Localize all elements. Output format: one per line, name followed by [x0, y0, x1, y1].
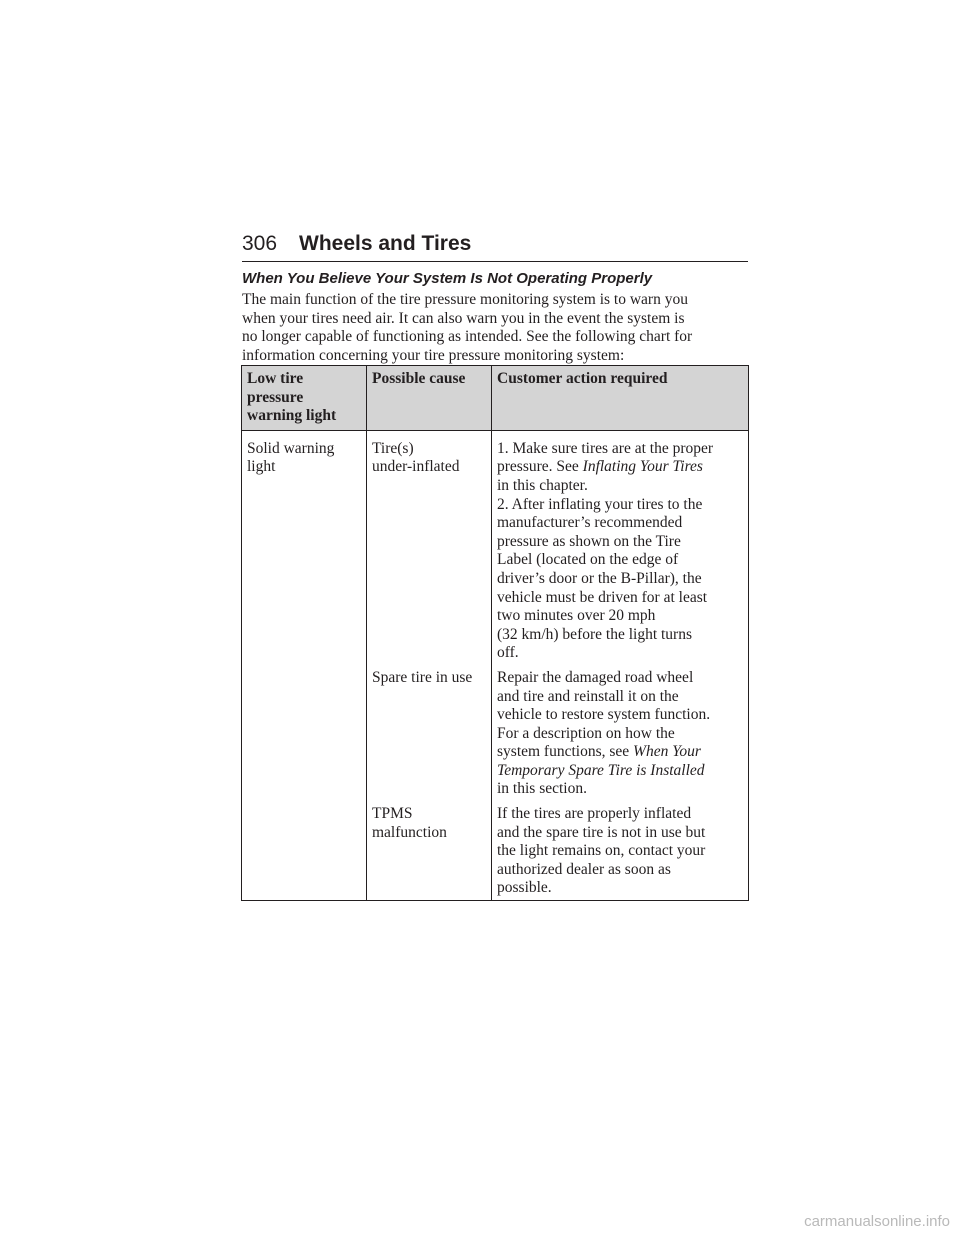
cell-line — [497, 496, 743, 515]
page-header — [242, 231, 748, 262]
cell-text: the light remains on, contact your — [497, 842, 706, 860]
cell-warning-light — [242, 430, 367, 665]
cell-line — [497, 780, 743, 799]
cell-line — [497, 725, 743, 744]
cross-reference-link[interactable]: Inflating Your Tires — [582, 458, 703, 476]
intro-line: information concerning your tire pressure monitoring system: — [242, 346, 625, 364]
cell-text: possible. — [497, 879, 552, 897]
header-customer-action — [492, 366, 749, 431]
cell-text: Repair the damaged road wheel — [497, 668, 694, 686]
cell-line — [497, 706, 743, 725]
section-title: Wheels and Tires — [299, 232, 472, 255]
cell-line: malfunction — [372, 823, 447, 841]
page-number: 306 — [242, 232, 278, 255]
cell-text: off. — [497, 644, 519, 662]
tpms-troubleshooting-table — [241, 365, 749, 901]
cell-text: driver’s door or the B-Pillar), the — [497, 569, 702, 587]
cell-line — [497, 824, 743, 843]
cell-customer-action — [492, 665, 749, 801]
cell-line — [497, 762, 743, 781]
cell-warning-light — [242, 665, 367, 801]
cell-line — [497, 570, 743, 589]
intro-line: when your tires need air. It can also warn you in the event the system is — [242, 309, 685, 327]
cell-possible-cause — [367, 801, 492, 900]
cell-line — [497, 644, 743, 663]
cell-text: vehicle to restore system function. — [497, 706, 711, 724]
cell-line — [497, 589, 743, 608]
cell-text: in this section. — [497, 780, 587, 798]
cell-line: under-inflated — [372, 458, 460, 476]
cell-line — [497, 805, 743, 824]
cell-text: manufacturer’s recommended — [497, 514, 683, 532]
cell-text: pressure. See — [497, 458, 583, 476]
cell-possible-cause — [367, 430, 492, 665]
cell-line — [497, 743, 743, 762]
header-low-tire-warning-light — [242, 366, 367, 431]
cross-reference-link[interactable]: Temporary Spare Tire is Installed — [497, 761, 705, 779]
cell-line: light — [247, 458, 276, 476]
cell-text: and tire and reinstall it on the — [497, 687, 679, 705]
cell-text: pressure as shown on the Tire — [497, 532, 681, 550]
table-header-row — [242, 366, 749, 431]
cell-line: Tire(s) — [372, 439, 414, 457]
cell-line — [497, 477, 743, 496]
cell-line — [497, 861, 743, 880]
intro-line: no longer capable of functioning as intended. See the following chart for — [242, 328, 693, 346]
cell-text: authorized dealer as soon as — [497, 860, 671, 878]
cell-text: and the spare tire is not in use but — [497, 823, 706, 841]
cell-customer-action — [492, 801, 749, 900]
table-row — [242, 430, 749, 665]
header-line: Low tire — [247, 370, 304, 387]
header-possible-cause — [367, 366, 492, 431]
header-line: pressure — [247, 388, 304, 406]
cell-line — [497, 688, 743, 707]
table-row — [242, 665, 749, 801]
cell-text: in this chapter. — [497, 476, 588, 494]
cell-possible-cause — [367, 665, 492, 801]
watermark: carmanualsonline.info — [804, 1213, 950, 1230]
cell-text: 2. After inflating your tires to the — [497, 495, 703, 513]
cell-line — [497, 607, 743, 626]
cell-customer-action — [492, 430, 749, 665]
intro-line: The main function of the tire pressure monitoring system is to warn you — [242, 291, 688, 308]
header-line: warning light — [247, 407, 337, 425]
table-row — [242, 801, 749, 900]
cross-reference-link[interactable]: When Your — [633, 743, 701, 761]
cell-text: For a description on how the — [497, 724, 675, 742]
cell-line — [497, 514, 743, 533]
intro-paragraph — [242, 291, 750, 365]
cell-warning-light — [242, 801, 367, 900]
cell-line — [497, 533, 743, 552]
cell-line: Spare tire in use — [372, 668, 473, 686]
subheading: When You Believe Your System Is Not Operating Properly — [242, 270, 653, 287]
cell-text: system functions, see — [497, 743, 634, 761]
cell-line — [497, 626, 743, 645]
cell-text: If the tires are properly inflated — [497, 805, 692, 823]
cell-text: two minutes over 20 mph — [497, 607, 656, 625]
cell-text: (32 km/h) before the light turns — [497, 625, 692, 643]
cell-line — [497, 669, 743, 688]
header-line: Customer action required — [497, 370, 668, 387]
cell-text: 1. Make sure tires are at the proper — [497, 439, 714, 457]
cell-line — [497, 879, 743, 898]
cell-text: Label (located on the edge of — [497, 551, 679, 569]
cell-line — [497, 842, 743, 861]
cell-line: TPMS — [372, 805, 413, 823]
cell-line: Solid warning — [247, 439, 335, 457]
header-line: Possible cause — [372, 370, 466, 387]
cell-line — [497, 458, 743, 477]
cell-line — [497, 440, 743, 459]
cell-line — [497, 551, 743, 570]
cell-text: vehicle must be driven for at least — [497, 588, 708, 606]
